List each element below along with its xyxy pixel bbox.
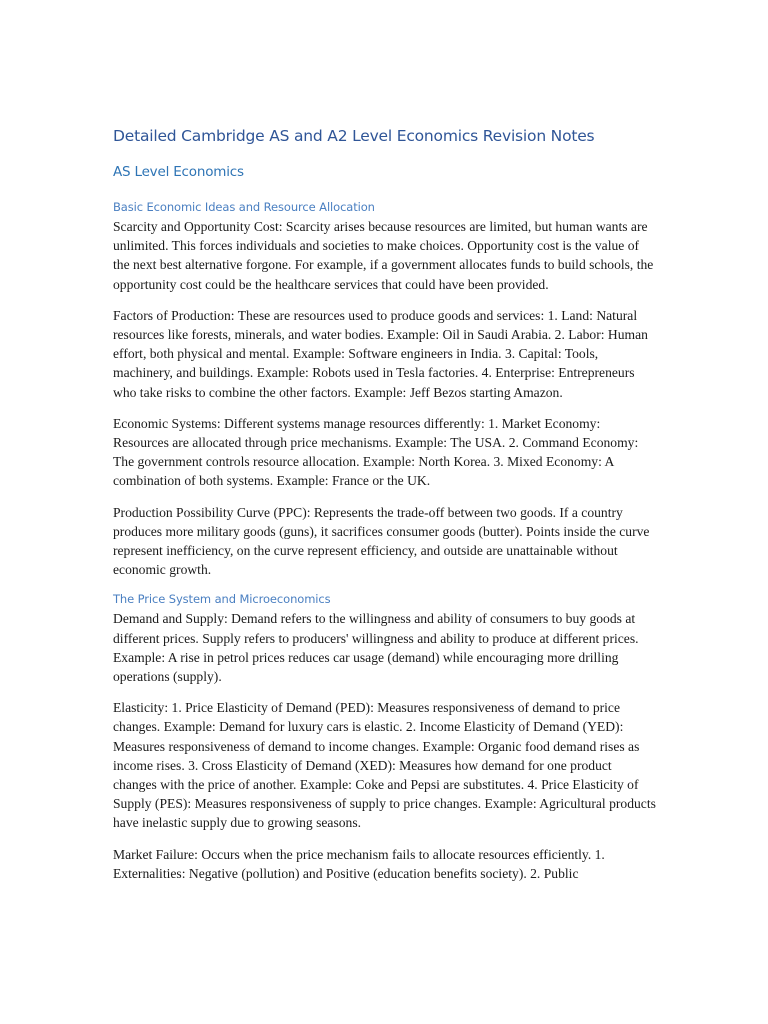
document-title: Detailed Cambridge AS and A2 Level Economics Revision Notes [113, 127, 595, 145]
paragraph-demand-supply: Demand and Supply: Demand refers to the willingness and ability of consumers to buy goods at different prices. Supply refers to producers' willingness and ability to produce at different prices. Example: A rise in petrol prices reduces car usage (demand) while encouraging more drilling operations (supply). [113, 611, 639, 685]
section-heading: The Price System and Microeconomics [113, 592, 331, 607]
section-price-system [113, 589, 658, 883]
section-basic-economic-ideas [113, 197, 658, 579]
paragraph-factors-of-production: Factors of Production: These are resources used to produce goods and services: 1. Land: Natural resources like forests, minerals, and water bodies. Example: Oil in Saudi Arabia. 2. Labor: Human effort, both physical and mental. Example: Software engineers in India. 3. Capital: Tools, machinery, and buildings. Example: Robots used in Tesla factories. 4. Enterprise: Entrepreneurs who take risks to combine the other factors. Example: Jeff Bezos starting Amazon. [113, 307, 648, 400]
level-heading: AS Level Economics [113, 164, 244, 180]
paragraph-market-failure: Market Failure: Occurs when the price mechanism fails to allocate resources efficiently. 1. Externalities: Negative (pollution) and Positive (education benefits society). 2. Public [113, 846, 605, 881]
paragraph-elasticity: Elasticity: 1. Price Elasticity of Demand (PED): Measures responsiveness of demand to price changes. Example: Demand for luxury cars is elastic. 2. Income Elasticity of Demand (YED): Measures responsiveness of demand to income changes. Example: Organic food demand rises as income rises. 3. Cross Elasticity of Demand (XED): Measures how demand for one product changes with the price of another. Example: Coke and Pepsi are substitutes. 4. Price Elasticity of Supply (PES): Measures responsiveness of supply to price changes. Example: Agricultural products have inelastic supply due to growing seasons. [113, 700, 656, 831]
paragraph-economic-systems: Economic Systems: Different systems manage resources differently: 1. Market Economy: Resources are allocated through price mechanisms. Example: The USA. 2. Command Economy: The government controls resource allocation. Example: North Korea. 3. Mixed Economy: A combination of both systems. Example: France or the UK. [113, 415, 639, 489]
paragraph-ppc: Production Possibility Curve (PPC): Represents the trade-off between two goods. If a country produces more military goods (guns), it sacrifices consumer goods (butter). Points inside the curve represent inefficiency, on the curve represent efficiency, and outside are unattainable without economic growth. [113, 504, 650, 578]
document-page [113, 124, 658, 895]
section-heading: Basic Economic Ideas and Resource Allocation [113, 200, 375, 214]
paragraph-scarcity: Scarcity and Opportunity Cost: Scarcity arises because resources are limited, but human wants are unlimited. This forces individuals and societies to make choices. Opportunity cost is the value of the next best alternative forgone. For example, if a government allocates funds to build schools, the opportunity cost could be the healthcare services that could have been provided. [113, 219, 654, 292]
